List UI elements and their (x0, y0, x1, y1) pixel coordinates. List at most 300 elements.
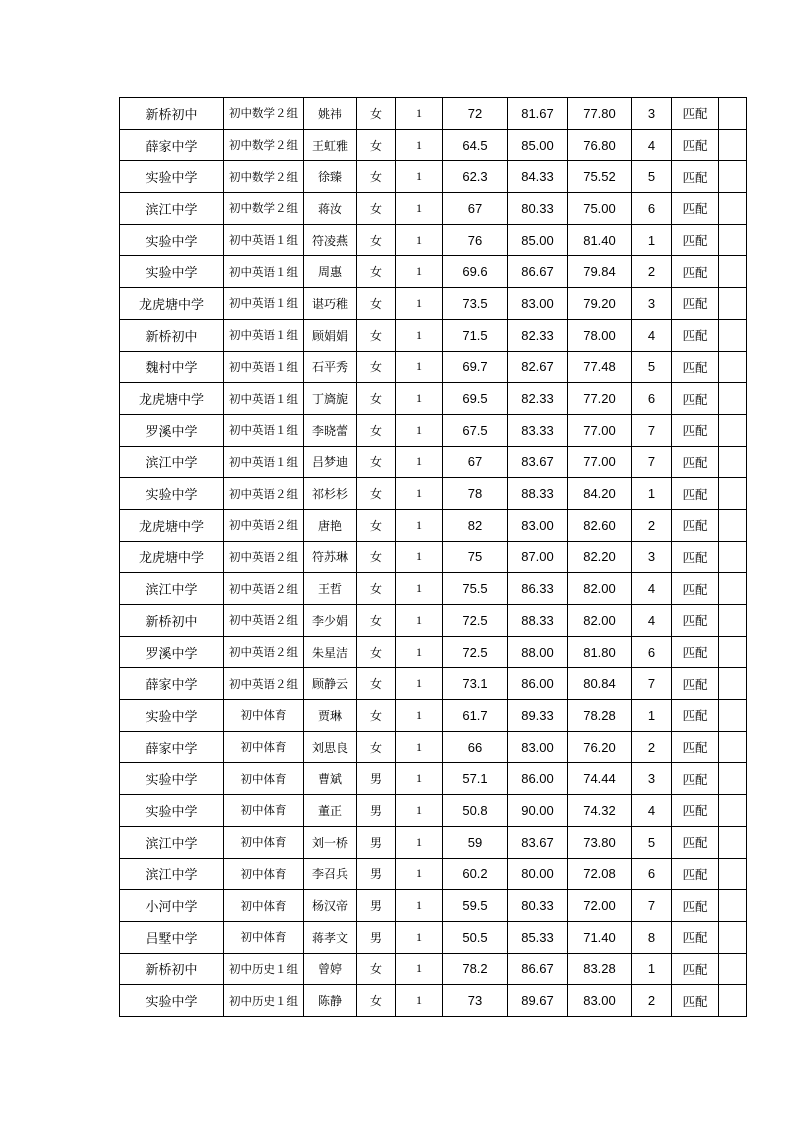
count-cell: 1 (396, 573, 443, 605)
interview-score-cell: 83.33 (508, 414, 568, 446)
gender-cell: 女 (357, 700, 396, 732)
post-cell: 初中英语１组 (224, 383, 304, 415)
school-cell: 滨江中学 (120, 193, 224, 225)
count-cell: 1 (396, 826, 443, 858)
total-score-cell: 76.80 (568, 129, 632, 161)
interview-score-cell: 80.00 (508, 858, 568, 890)
gender-cell: 男 (357, 858, 396, 890)
post-cell: 初中英语１组 (224, 288, 304, 320)
name-cell: 曹斌 (304, 763, 357, 795)
interview-score-cell: 90.00 (508, 795, 568, 827)
status-cell: 匹配 (672, 129, 719, 161)
written-score-cell: 67 (443, 193, 508, 225)
note-cell (719, 605, 747, 637)
interview-score-cell: 85.00 (508, 129, 568, 161)
rank-cell: 5 (632, 826, 672, 858)
interview-score-cell: 86.33 (508, 573, 568, 605)
table-row (120, 414, 747, 446)
name-cell: 姚祎 (304, 98, 357, 130)
table-row (120, 826, 747, 858)
note-cell (719, 921, 747, 953)
status-cell: 匹配 (672, 288, 719, 320)
count-cell: 1 (396, 383, 443, 415)
table-row (120, 541, 747, 573)
interview-score-cell: 88.00 (508, 636, 568, 668)
total-score-cell: 71.40 (568, 921, 632, 953)
name-cell: 贾琳 (304, 700, 357, 732)
rank-cell: 5 (632, 161, 672, 193)
post-cell: 初中体育 (224, 731, 304, 763)
school-cell: 罗溪中学 (120, 636, 224, 668)
note-cell (719, 795, 747, 827)
rank-cell: 4 (632, 795, 672, 827)
status-cell: 匹配 (672, 478, 719, 510)
note-cell (719, 351, 747, 383)
name-cell: 唐艳 (304, 509, 357, 541)
gender-cell: 男 (357, 763, 396, 795)
count-cell: 1 (396, 636, 443, 668)
gender-cell: 女 (357, 478, 396, 510)
post-cell: 初中体育 (224, 700, 304, 732)
gender-cell: 女 (357, 668, 396, 700)
rank-cell: 5 (632, 351, 672, 383)
table-row (120, 700, 747, 732)
status-cell: 匹配 (672, 98, 719, 130)
post-cell: 初中英语２组 (224, 668, 304, 700)
status-cell: 匹配 (672, 224, 719, 256)
total-score-cell: 82.60 (568, 509, 632, 541)
interview-score-cell: 89.33 (508, 700, 568, 732)
status-cell: 匹配 (672, 668, 719, 700)
gender-cell: 女 (357, 509, 396, 541)
written-score-cell: 69.5 (443, 383, 508, 415)
written-score-cell: 72 (443, 98, 508, 130)
rank-cell: 1 (632, 953, 672, 985)
total-score-cell: 75.00 (568, 193, 632, 225)
school-cell: 实验中学 (120, 161, 224, 193)
school-cell: 实验中学 (120, 256, 224, 288)
note-cell (719, 224, 747, 256)
table-row (120, 383, 747, 415)
table-row (120, 573, 747, 605)
gender-cell: 女 (357, 351, 396, 383)
table-row (120, 319, 747, 351)
count-cell: 1 (396, 541, 443, 573)
table-row (120, 763, 747, 795)
school-cell: 滨江中学 (120, 826, 224, 858)
interview-score-cell: 82.67 (508, 351, 568, 383)
status-cell: 匹配 (672, 636, 719, 668)
count-cell: 1 (396, 890, 443, 922)
interview-score-cell: 82.33 (508, 383, 568, 415)
rank-cell: 3 (632, 763, 672, 795)
interview-score-cell: 81.67 (508, 98, 568, 130)
status-cell: 匹配 (672, 921, 719, 953)
school-cell: 新桥初中 (120, 953, 224, 985)
written-score-cell: 57.1 (443, 763, 508, 795)
results-table (119, 97, 747, 1017)
note-cell (719, 288, 747, 320)
note-cell (719, 636, 747, 668)
count-cell: 1 (396, 795, 443, 827)
table-row (120, 193, 747, 225)
status-cell: 匹配 (672, 351, 719, 383)
written-score-cell: 50.8 (443, 795, 508, 827)
status-cell: 匹配 (672, 731, 719, 763)
status-cell: 匹配 (672, 446, 719, 478)
interview-score-cell: 83.67 (508, 446, 568, 478)
status-cell: 匹配 (672, 509, 719, 541)
rank-cell: 8 (632, 921, 672, 953)
table-row (120, 509, 747, 541)
note-cell (719, 858, 747, 890)
written-score-cell: 67.5 (443, 414, 508, 446)
count-cell: 1 (396, 224, 443, 256)
note-cell (719, 700, 747, 732)
table-body (120, 98, 747, 1017)
gender-cell: 男 (357, 826, 396, 858)
written-score-cell: 69.6 (443, 256, 508, 288)
school-cell: 龙虎塘中学 (120, 288, 224, 320)
count-cell: 1 (396, 98, 443, 130)
rank-cell: 7 (632, 414, 672, 446)
status-cell: 匹配 (672, 161, 719, 193)
school-cell: 滨江中学 (120, 858, 224, 890)
total-score-cell: 81.40 (568, 224, 632, 256)
rank-cell: 2 (632, 509, 672, 541)
post-cell: 初中英语１组 (224, 414, 304, 446)
written-score-cell: 82 (443, 509, 508, 541)
school-cell: 实验中学 (120, 795, 224, 827)
gender-cell: 女 (357, 731, 396, 763)
gender-cell: 女 (357, 319, 396, 351)
total-score-cell: 72.00 (568, 890, 632, 922)
name-cell: 祁杉杉 (304, 478, 357, 510)
table-row (120, 636, 747, 668)
school-cell: 实验中学 (120, 985, 224, 1017)
count-cell: 1 (396, 605, 443, 637)
rank-cell: 1 (632, 224, 672, 256)
total-score-cell: 79.20 (568, 288, 632, 320)
post-cell: 初中历史１组 (224, 953, 304, 985)
table-row (120, 985, 747, 1017)
rank-cell: 4 (632, 319, 672, 351)
note-cell (719, 890, 747, 922)
written-score-cell: 67 (443, 446, 508, 478)
post-cell: 初中历史１组 (224, 985, 304, 1017)
count-cell: 1 (396, 509, 443, 541)
count-cell: 1 (396, 161, 443, 193)
interview-score-cell: 88.33 (508, 605, 568, 637)
post-cell: 初中体育 (224, 890, 304, 922)
written-score-cell: 71.5 (443, 319, 508, 351)
note-cell (719, 478, 747, 510)
rank-cell: 6 (632, 636, 672, 668)
total-score-cell: 73.80 (568, 826, 632, 858)
school-cell: 实验中学 (120, 478, 224, 510)
count-cell: 1 (396, 319, 443, 351)
count-cell: 1 (396, 763, 443, 795)
note-cell (719, 383, 747, 415)
status-cell: 匹配 (672, 256, 719, 288)
total-score-cell: 78.28 (568, 700, 632, 732)
school-cell: 龙虎塘中学 (120, 383, 224, 415)
total-score-cell: 79.84 (568, 256, 632, 288)
rank-cell: 4 (632, 605, 672, 637)
interview-score-cell: 83.00 (508, 731, 568, 763)
post-cell: 初中英语１组 (224, 351, 304, 383)
note-cell (719, 161, 747, 193)
gender-cell: 女 (357, 129, 396, 161)
total-score-cell: 78.00 (568, 319, 632, 351)
interview-score-cell: 86.67 (508, 256, 568, 288)
rank-cell: 1 (632, 478, 672, 510)
status-cell: 匹配 (672, 985, 719, 1017)
total-score-cell: 74.44 (568, 763, 632, 795)
school-cell: 吕墅中学 (120, 921, 224, 953)
name-cell: 顾娟娟 (304, 319, 357, 351)
total-score-cell: 82.00 (568, 605, 632, 637)
name-cell: 朱星洁 (304, 636, 357, 668)
rank-cell: 2 (632, 256, 672, 288)
total-score-cell: 72.08 (568, 858, 632, 890)
interview-score-cell: 83.00 (508, 509, 568, 541)
school-cell: 滨江中学 (120, 446, 224, 478)
post-cell: 初中体育 (224, 795, 304, 827)
written-score-cell: 59.5 (443, 890, 508, 922)
note-cell (719, 193, 747, 225)
name-cell: 杨汉帝 (304, 890, 357, 922)
school-cell: 薛家中学 (120, 668, 224, 700)
school-cell: 小河中学 (120, 890, 224, 922)
written-score-cell: 62.3 (443, 161, 508, 193)
total-score-cell: 77.48 (568, 351, 632, 383)
post-cell: 初中英语１组 (224, 319, 304, 351)
name-cell: 李晓蕾 (304, 414, 357, 446)
interview-score-cell: 80.33 (508, 193, 568, 225)
rank-cell: 2 (632, 731, 672, 763)
table-row (120, 605, 747, 637)
gender-cell: 女 (357, 224, 396, 256)
note-cell (719, 573, 747, 605)
interview-score-cell: 80.33 (508, 890, 568, 922)
gender-cell: 女 (357, 541, 396, 573)
written-score-cell: 59 (443, 826, 508, 858)
status-cell: 匹配 (672, 858, 719, 890)
gender-cell: 女 (357, 288, 396, 320)
total-score-cell: 81.80 (568, 636, 632, 668)
rank-cell: 6 (632, 193, 672, 225)
interview-score-cell: 83.67 (508, 826, 568, 858)
post-cell: 初中英语１组 (224, 446, 304, 478)
gender-cell: 女 (357, 573, 396, 605)
school-cell: 实验中学 (120, 763, 224, 795)
note-cell (719, 763, 747, 795)
status-cell: 匹配 (672, 795, 719, 827)
table-row (120, 478, 747, 510)
gender-cell: 男 (357, 795, 396, 827)
interview-score-cell: 85.00 (508, 224, 568, 256)
count-cell: 1 (396, 478, 443, 510)
interview-score-cell: 85.33 (508, 921, 568, 953)
rank-cell: 6 (632, 383, 672, 415)
total-score-cell: 84.20 (568, 478, 632, 510)
name-cell: 曾婷 (304, 953, 357, 985)
name-cell: 周惠 (304, 256, 357, 288)
count-cell: 1 (396, 668, 443, 700)
written-score-cell: 75 (443, 541, 508, 573)
post-cell: 初中体育 (224, 826, 304, 858)
name-cell: 顾静云 (304, 668, 357, 700)
post-cell: 初中英语２组 (224, 573, 304, 605)
post-cell: 初中英语２组 (224, 636, 304, 668)
post-cell: 初中体育 (224, 921, 304, 953)
written-score-cell: 64.5 (443, 129, 508, 161)
count-cell: 1 (396, 256, 443, 288)
interview-score-cell: 82.33 (508, 319, 568, 351)
school-cell: 魏村中学 (120, 351, 224, 383)
total-score-cell: 77.00 (568, 446, 632, 478)
table-row (120, 351, 747, 383)
rank-cell: 4 (632, 129, 672, 161)
table-row (120, 161, 747, 193)
count-cell: 1 (396, 129, 443, 161)
note-cell (719, 985, 747, 1017)
name-cell: 丁旖旎 (304, 383, 357, 415)
post-cell: 初中英语２组 (224, 605, 304, 637)
table-row (120, 953, 747, 985)
table-row (120, 98, 747, 130)
interview-score-cell: 89.67 (508, 985, 568, 1017)
total-score-cell: 77.00 (568, 414, 632, 446)
note-cell (719, 414, 747, 446)
name-cell: 刘一桥 (304, 826, 357, 858)
interview-score-cell: 86.00 (508, 668, 568, 700)
count-cell: 1 (396, 193, 443, 225)
total-score-cell: 82.20 (568, 541, 632, 573)
written-score-cell: 66 (443, 731, 508, 763)
table-row (120, 668, 747, 700)
gender-cell: 女 (357, 161, 396, 193)
rank-cell: 7 (632, 890, 672, 922)
gender-cell: 男 (357, 921, 396, 953)
interview-score-cell: 84.33 (508, 161, 568, 193)
written-score-cell: 78 (443, 478, 508, 510)
note-cell (719, 953, 747, 985)
written-score-cell: 75.5 (443, 573, 508, 605)
written-score-cell: 72.5 (443, 636, 508, 668)
post-cell: 初中英语２组 (224, 509, 304, 541)
note-cell (719, 826, 747, 858)
status-cell: 匹配 (672, 700, 719, 732)
school-cell: 罗溪中学 (120, 414, 224, 446)
rank-cell: 7 (632, 446, 672, 478)
post-cell: 初中英语１组 (224, 224, 304, 256)
written-score-cell: 73 (443, 985, 508, 1017)
table-row (120, 256, 747, 288)
count-cell: 1 (396, 700, 443, 732)
note-cell (719, 509, 747, 541)
written-score-cell: 73.1 (443, 668, 508, 700)
name-cell: 王虹雅 (304, 129, 357, 161)
gender-cell: 男 (357, 890, 396, 922)
count-cell: 1 (396, 414, 443, 446)
total-score-cell: 75.52 (568, 161, 632, 193)
table-row (120, 446, 747, 478)
gender-cell: 女 (357, 414, 396, 446)
note-cell (719, 256, 747, 288)
status-cell: 匹配 (672, 890, 719, 922)
post-cell: 初中数学２组 (224, 161, 304, 193)
total-score-cell: 77.20 (568, 383, 632, 415)
interview-score-cell: 88.33 (508, 478, 568, 510)
note-cell (719, 98, 747, 130)
table-row (120, 129, 747, 161)
post-cell: 初中数学２组 (224, 98, 304, 130)
school-cell: 滨江中学 (120, 573, 224, 605)
name-cell: 谌巧稚 (304, 288, 357, 320)
written-score-cell: 73.5 (443, 288, 508, 320)
count-cell: 1 (396, 446, 443, 478)
status-cell: 匹配 (672, 319, 719, 351)
post-cell: 初中体育 (224, 763, 304, 795)
school-cell: 新桥初中 (120, 605, 224, 637)
total-score-cell: 83.28 (568, 953, 632, 985)
note-cell (719, 319, 747, 351)
gender-cell: 女 (357, 636, 396, 668)
rank-cell: 3 (632, 541, 672, 573)
table-row (120, 795, 747, 827)
rank-cell: 4 (632, 573, 672, 605)
count-cell: 1 (396, 985, 443, 1017)
written-score-cell: 72.5 (443, 605, 508, 637)
name-cell: 王哲 (304, 573, 357, 605)
total-score-cell: 82.00 (568, 573, 632, 605)
written-score-cell: 78.2 (443, 953, 508, 985)
school-cell: 实验中学 (120, 224, 224, 256)
post-cell: 初中数学２组 (224, 193, 304, 225)
status-cell: 匹配 (672, 763, 719, 795)
rank-cell: 2 (632, 985, 672, 1017)
written-score-cell: 50.5 (443, 921, 508, 953)
count-cell: 1 (396, 858, 443, 890)
post-cell: 初中英语２组 (224, 478, 304, 510)
table-row (120, 224, 747, 256)
name-cell: 蒋汝 (304, 193, 357, 225)
name-cell: 符苏琳 (304, 541, 357, 573)
written-score-cell: 60.2 (443, 858, 508, 890)
status-cell: 匹配 (672, 605, 719, 637)
school-cell: 龙虎塘中学 (120, 509, 224, 541)
post-cell: 初中体育 (224, 858, 304, 890)
status-cell: 匹配 (672, 193, 719, 225)
count-cell: 1 (396, 953, 443, 985)
status-cell: 匹配 (672, 383, 719, 415)
name-cell: 符凌燕 (304, 224, 357, 256)
post-cell: 初中数学２组 (224, 129, 304, 161)
gender-cell: 女 (357, 98, 396, 130)
rank-cell: 1 (632, 700, 672, 732)
count-cell: 1 (396, 288, 443, 320)
gender-cell: 女 (357, 985, 396, 1017)
rank-cell: 3 (632, 288, 672, 320)
total-score-cell: 77.80 (568, 98, 632, 130)
note-cell (719, 731, 747, 763)
interview-score-cell: 83.00 (508, 288, 568, 320)
gender-cell: 女 (357, 605, 396, 637)
rank-cell: 6 (632, 858, 672, 890)
school-cell: 新桥初中 (120, 319, 224, 351)
